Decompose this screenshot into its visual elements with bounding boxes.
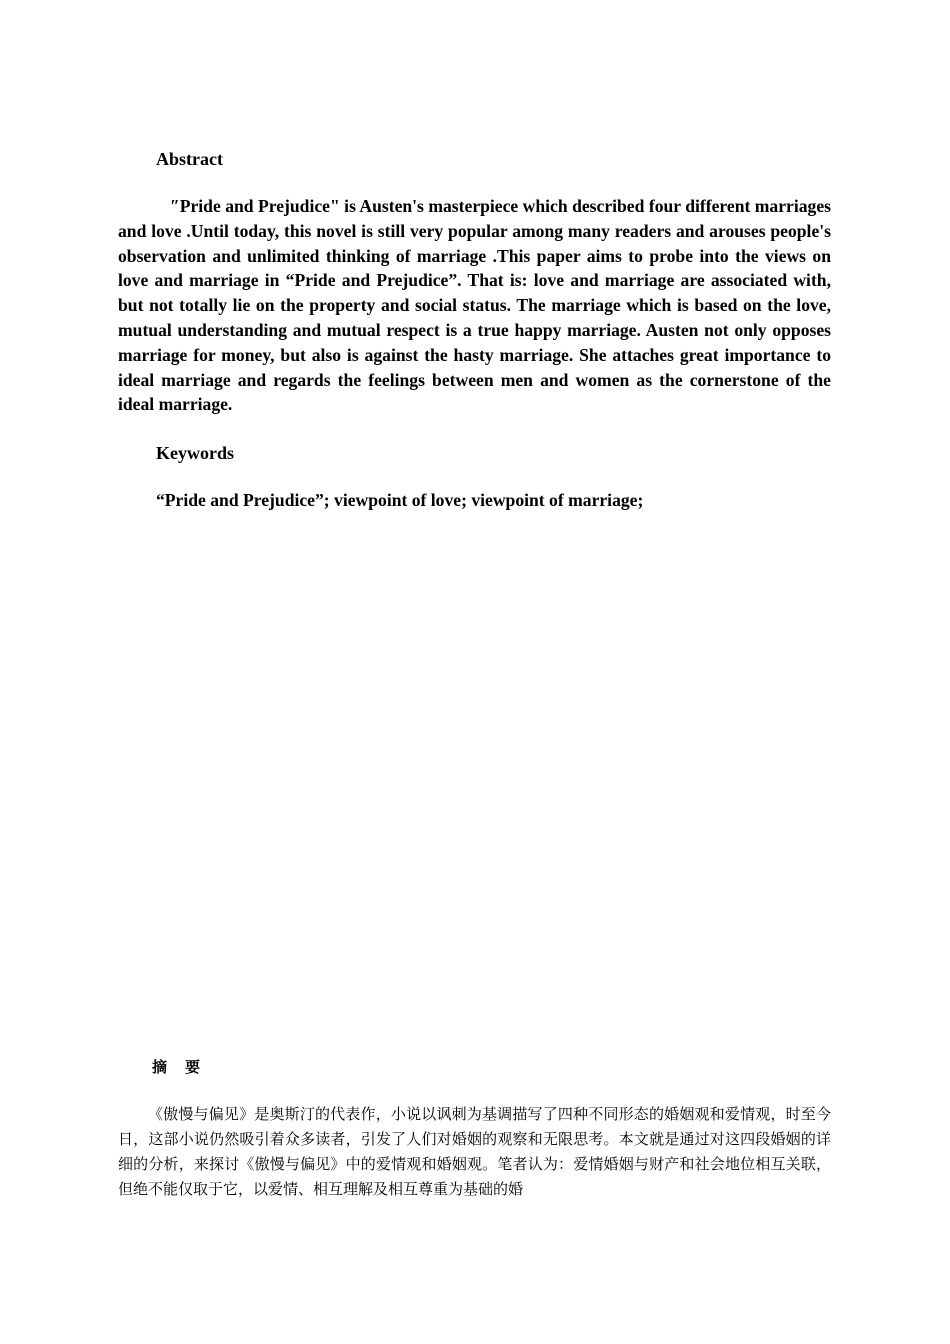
english-abstract-heading: Abstract (156, 149, 223, 169)
keywords-heading: Keywords (156, 443, 234, 463)
chinese-abstract-heading: 摘要 (152, 1058, 219, 1076)
chinese-abstract-paragraph: 《傲慢与偏见》是奥斯汀的代表作，小说以讽刺为基调描写了四种不同形态的婚姻观和爱情观，时至今日，这部小说仍然吸引着众多读者，引发了人们对婚姻的观察和无限思考。本文就是通过对这四段婚姻的详细的分析，来探讨《傲慢与偏见》中的爱情观和婚姻观。笔者认为：爱情婚姻与财产和社会地位相互关联，但绝不能仅取于它，以爱情、相互理解及相互尊重为基础的婚 (118, 1105, 831, 1198)
keywords-text: “Pride and Prejudice”; viewpoint of love; viewpoint of marriage; (156, 490, 644, 510)
english-abstract-paragraph: ″Pride and Prejudice" is Austen's masterpiece which described four different marriages and love .Until today, this novel is still very popular among many readers and arouses people's observation and unlimited thinking of marriage .This paper aims to probe into the views on love and marriage in “Pride and Prejudice”. That is: love and marriage are associated with, but not totally lie on the property and social status. The marriage which is based on the love, mutual understanding and mutual respect is a true happy marriage. Austen not only opposes marriage for money, but also is against the hasty marriage. She attaches great importance to ideal marriage and regards the feelings between men and women as the cornerstone of the ideal marriage. (118, 196, 831, 415)
